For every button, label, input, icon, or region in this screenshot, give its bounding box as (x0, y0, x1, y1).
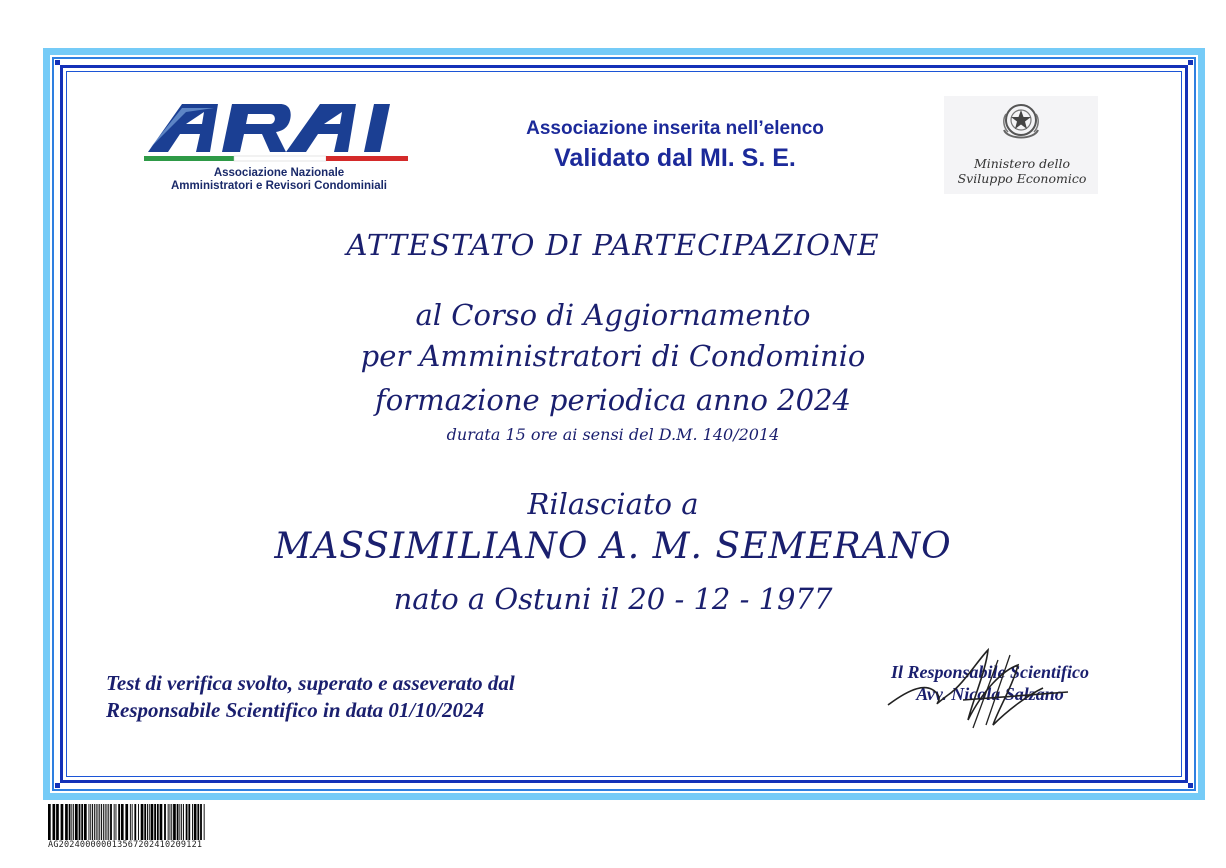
barcode-bar (98, 804, 99, 840)
barcode-bar (84, 804, 87, 840)
barcode-bar (154, 804, 156, 840)
border-corner-ornament (55, 783, 60, 788)
barcode-bar (194, 804, 197, 840)
arai-logo-subtitle (134, 167, 424, 193)
barcode-bar (179, 804, 180, 840)
barcode-bar (118, 804, 120, 840)
barcode-bar (164, 804, 166, 840)
barcode-bar (110, 804, 112, 840)
recipient-birth-info: nato a Ostuni il 20 - 12 - 1977 (393, 582, 833, 616)
barcode-bar (157, 804, 159, 840)
border-corner-ornament (1188, 783, 1193, 788)
barcode-bar (134, 804, 136, 840)
barcode-bar (130, 804, 131, 840)
barcode-bar (168, 804, 169, 840)
barcode-bar (53, 804, 56, 840)
barcode-bar (173, 804, 176, 840)
barcode-bar (69, 804, 71, 840)
verification-line1: Test di verifica svolto, superato e asseverato dal (106, 671, 515, 695)
recipient-name: MASSIMILIANO A. M. SEMERANO (274, 526, 952, 567)
association-validation-text: Validato dal MI. S. E. (554, 144, 796, 172)
barcode-bar (105, 804, 106, 840)
barcode-bar (197, 804, 199, 840)
logo-subtitle-line1: Associazione Nazionale (213, 167, 345, 179)
barcode-bar (121, 804, 124, 840)
barcode-bar (79, 804, 81, 840)
barcode-bar (204, 804, 205, 840)
barcode-bar (151, 804, 154, 840)
barcode-bar (101, 804, 102, 840)
barcode-bar (96, 804, 97, 840)
certificate-title: ATTESTATO DI PARTECIPAZIONE (346, 228, 880, 262)
signatory-name: Avv. Nicola Salzano (916, 684, 1064, 704)
ministry-line1: Ministero dello (973, 156, 1071, 171)
italian-republic-emblem-icon (996, 96, 1046, 146)
barcode-number: AG202400000013567202410209121 (48, 840, 203, 850)
barcode-bar (141, 804, 144, 840)
barcode-bar (90, 804, 91, 840)
barcode-bar (71, 804, 72, 840)
barcode-bar (103, 804, 104, 840)
barcode-bar (125, 804, 128, 840)
verification-statement (106, 670, 666, 724)
barcode-bar (56, 804, 59, 840)
barcode-bar (160, 804, 163, 840)
barcode-bar (75, 804, 78, 840)
barcode-bar (116, 804, 117, 840)
barcode-bar (147, 804, 148, 840)
course-duration: durata 15 ore ai sensi del D.M. 140/2014 (446, 425, 780, 444)
barcode-bar (177, 804, 179, 840)
handwritten-signature (868, 640, 1088, 735)
barcode-bar (183, 804, 184, 840)
barcode-bar (92, 804, 93, 840)
barcode-bar (144, 804, 146, 840)
border-corner-ornament (55, 60, 60, 65)
association-listing-text: Associazione inserita nell’elenco (526, 118, 824, 139)
barcode-bar (192, 804, 193, 840)
course-line-2: per Amministratori di Condominio (360, 339, 866, 373)
barcode-bar (48, 804, 51, 840)
barcode-bar (138, 804, 139, 840)
barcode (48, 804, 272, 840)
barcode-bar (200, 804, 202, 840)
border-corner-ornament (1188, 60, 1193, 65)
barcode-bar (114, 804, 115, 840)
barcode-bar (94, 804, 95, 840)
ministry-line2: Sviluppo Economico (957, 171, 1087, 186)
barcode-bar (171, 804, 172, 840)
barcode-bar (81, 804, 83, 840)
barcode-bar (170, 804, 171, 840)
barcode-bar (107, 804, 108, 840)
barcode-bar (149, 804, 150, 840)
issued-to-label: Rilasciato a (527, 487, 699, 521)
verification-line2: Responsabile Scientifico in data 01/10/2024 (106, 698, 485, 722)
barcode-bar (132, 804, 133, 840)
barcode-bar (186, 804, 188, 840)
barcode-bar (108, 804, 109, 840)
course-line-3: formazione periodica anno 2024 (375, 383, 851, 417)
barcode-bar (89, 804, 90, 840)
barcode-bar (181, 804, 182, 840)
course-line-1: al Corso di Aggiornamento (415, 298, 811, 332)
barcode-bar (65, 804, 68, 840)
barcode-bar (99, 804, 100, 840)
barcode-bar (61, 804, 64, 840)
signatory-role: Il Responsabile Scientifico (891, 662, 1089, 682)
logo-subtitle-line2: Amministratori e Revisori Condominiali (171, 180, 387, 192)
ministry-name (940, 156, 1104, 186)
barcode-bar (188, 804, 190, 840)
barcode-bar (73, 804, 74, 840)
